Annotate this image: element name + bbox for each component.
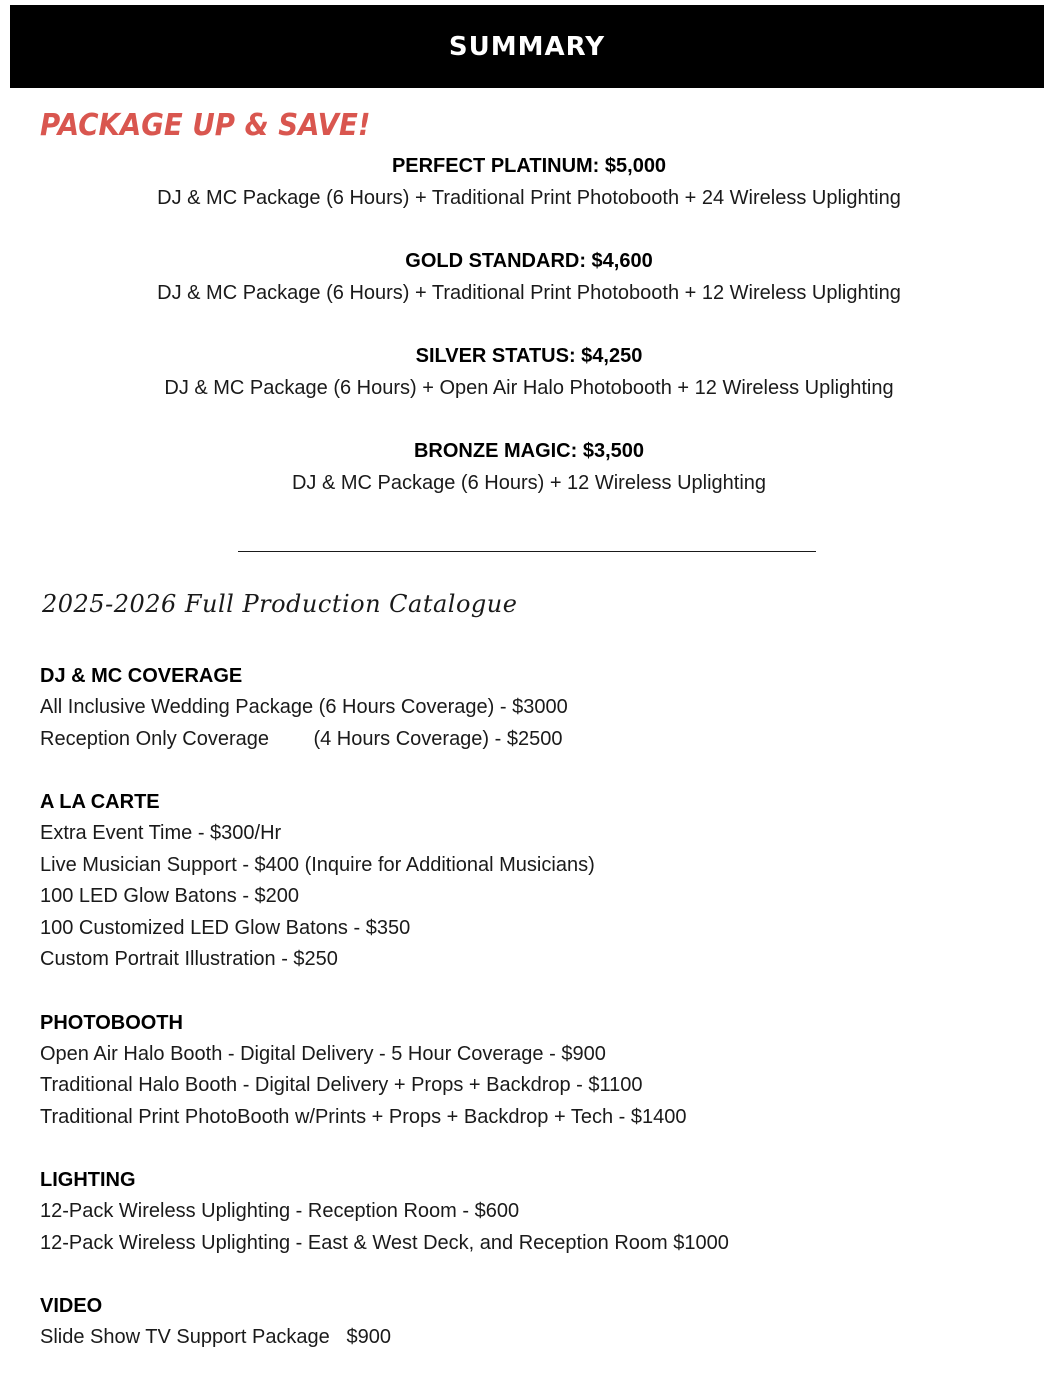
list-item: Open Air Halo Booth - Digital Delivery - 5 Hour Coverage - $900	[40, 1042, 606, 1065]
section-lighting	[40, 1164, 1020, 1259]
package-title: SILVER STATUS: $4,250	[415, 345, 643, 367]
catalogue-title: 2025-2026 Full Production Catalogue	[42, 590, 518, 618]
promo-heading: PACKAGE UP & SAVE!	[40, 108, 371, 143]
package-list	[0, 150, 1058, 530]
package-bronze	[0, 435, 1058, 530]
section-heading: A LA CARTE	[40, 791, 160, 813]
section-divider	[238, 551, 816, 552]
section-video	[40, 1290, 1020, 1354]
list-item: Custom Portrait Illustration - $250	[40, 948, 338, 970]
section-heading: PHOTOBOOTH	[40, 1011, 183, 1034]
package-silver	[0, 340, 1058, 435]
list-item: Reception Only Coverage (4 Hours Coverage) - $2500	[40, 727, 563, 750]
package-description: DJ & MC Package (6 Hours) + Open Air Halo Photobooth + 12 Wireless Uplighting	[164, 377, 894, 399]
catalogue	[40, 660, 1020, 1385]
package-description: DJ & MC Package (6 Hours) + 12 Wireless Uplighting	[291, 472, 767, 494]
list-item: 100 LED Glow Batons - $200	[40, 885, 300, 907]
section-photobooth	[40, 1007, 1020, 1134]
list-item: Traditional Halo Booth - Digital Delivery + Props + Backdrop - $1100	[40, 1074, 643, 1096]
header-bar	[10, 5, 1044, 88]
section-heading: DJ & MC COVERAGE	[40, 665, 243, 687]
page-title: SUMMARY	[448, 31, 606, 62]
package-description: DJ & MC Package (6 Hours) + Traditional Print Photobooth + 24 Wireless Uplighting	[157, 187, 901, 209]
list-item: All Inclusive Wedding Package (6 Hours Coverage) - $3000	[40, 696, 568, 718]
list-item: Slide Show TV Support Package $900	[40, 1326, 391, 1348]
list-item: 12-Pack Wireless Uplighting - East & West Deck, and Reception Room $1000	[40, 1231, 729, 1254]
package-title: PERFECT PLATINUM: $5,000	[391, 155, 667, 177]
section-dj-mc-coverage	[40, 660, 1020, 755]
list-item: Live Musician Support - $400 (Inquire for Additional Musicians)	[40, 853, 595, 876]
list-item: Traditional Print PhotoBooth w/Prints + Props + Backdrop + Tech - $1400	[40, 1105, 687, 1128]
package-title: BRONZE MAGIC: $3,500	[413, 440, 645, 462]
list-item: 12-Pack Wireless Uplighting - Reception Room - $600	[40, 1200, 520, 1222]
section-a-la-carte	[40, 786, 1020, 976]
package-description: DJ & MC Package (6 Hours) + Traditional Print Photobooth + 12 Wireless Uplighting	[157, 282, 901, 304]
list-item: 100 Customized LED Glow Batons - $350	[40, 916, 411, 939]
package-gold	[0, 245, 1058, 340]
package-title: GOLD STANDARD: $4,600	[405, 250, 653, 272]
section-heading: VIDEO	[40, 1295, 103, 1317]
list-item: Extra Event Time - $300/Hr	[40, 822, 282, 844]
section-heading: LIGHTING	[40, 1169, 136, 1191]
package-platinum	[0, 150, 1058, 245]
